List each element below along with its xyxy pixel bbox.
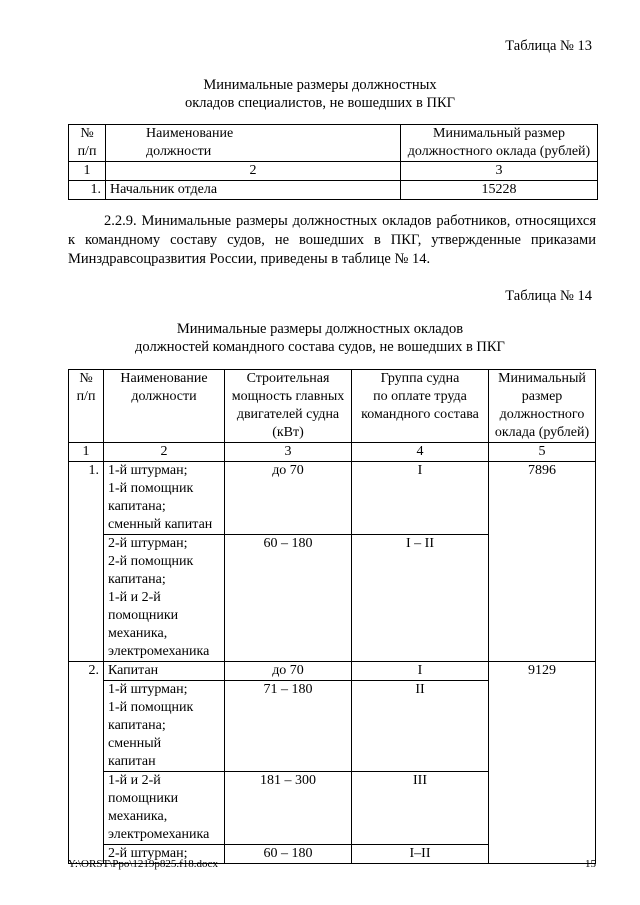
footer-page-number: 15 <box>585 858 596 870</box>
table14-colnum-1: 1 <box>69 443 104 462</box>
table14-caption-line2: должностей командного состава судов, не вошедших в ПКГ <box>135 339 505 355</box>
table13-row1-salary: 15228 <box>401 181 598 200</box>
paragraph-text: Минимальные размеры должностных окладов работников, относящихся к командному составу судов, не вошедших в ПКГ, утвержденные приказами Минздравсоцразвития России, приведены в таблице № 14. <box>68 213 597 267</box>
table14-header-salary: Минимальный размер должностного оклада (рублей) <box>489 370 596 443</box>
table14-row3-num: 2. <box>69 662 104 864</box>
table14-row2-name: 2-й штурман; 2-й помощник капитана; 1-й и 2-й помощники механика, электромеханика <box>104 535 225 662</box>
table14-header-group: Группа судна по оплате труда командного состава <box>352 370 489 443</box>
table14 <box>68 369 596 864</box>
table14-row2-group: I – II <box>352 535 489 662</box>
table13 <box>68 124 598 200</box>
table14-row1-group: I <box>352 462 489 535</box>
table14-row1-power: до 70 <box>225 462 352 535</box>
table13-label: Таблица № 13 <box>505 38 592 54</box>
table14-row5-name: 1-й и 2-й помощники механика, электромеханика <box>104 772 225 845</box>
table13-header-row <box>69 125 598 162</box>
table14-header-row <box>69 370 596 443</box>
table14-header-name: Наименование должности <box>104 370 225 443</box>
table13-caption-line2: окладов специалистов, не вошедших в ПКГ <box>184 95 456 111</box>
paragraph-number: 2.2.9. <box>104 213 137 229</box>
table-row <box>69 181 598 200</box>
table13-colnum-row <box>69 162 598 181</box>
table14-row3-salary: 9129 <box>489 662 596 864</box>
table14-colnum-5: 5 <box>489 443 596 462</box>
table13-row1-name: Начальник отдела <box>106 181 401 200</box>
table14-row5-power: 181 – 300 <box>225 772 352 845</box>
table14-row5-group: III <box>352 772 489 845</box>
paragraph-2-2-9 <box>68 212 596 269</box>
table14-row3-group: I <box>352 662 489 681</box>
table14-colnum-3: 3 <box>225 443 352 462</box>
table14-label: Таблица № 14 <box>505 288 592 304</box>
table13-row1-num: 1. <box>69 181 106 200</box>
table14-row1-salary: 7896 <box>489 462 596 662</box>
table13-colnum-2: 2 <box>106 162 401 181</box>
table13-colnum-3: 3 <box>401 162 598 181</box>
table13-colnum-1: 1 <box>69 162 106 181</box>
table14-row4-power: 71 – 180 <box>225 681 352 772</box>
table14-row6-name: 2-й штурман; <box>104 845 225 864</box>
table14-row6-group: I–II <box>352 845 489 864</box>
table14-colnum-row <box>69 443 596 462</box>
table14-row3-name: Капитан <box>104 662 225 681</box>
table14-row2-power: 60 – 180 <box>225 535 352 662</box>
table14-caption-line1: Минимальные размеры должностных окладов <box>176 321 464 337</box>
table14-colnum-4: 4 <box>352 443 489 462</box>
table13-caption-line1: Минимальные размеры должностных <box>203 77 437 93</box>
table14-caption <box>0 320 640 356</box>
footer-file-path: Y:\ORST\Ppo\1219p825.f18.docx <box>68 858 218 870</box>
table13-header-num: № п/п <box>69 125 106 162</box>
table14-row6-power: 60 – 180 <box>225 845 352 864</box>
table13-header-salary: Минимальный размер должностного оклада (рублей) <box>401 125 598 162</box>
table14-row4-name: 1-й штурман; 1-й помощник капитана; сменный капитан <box>104 681 225 772</box>
table14-header-power: Строительная мощность главных двигателей судна (кВт) <box>225 370 352 443</box>
table13-header-name: Наименование должности <box>106 125 401 162</box>
table14-header-num: № п/п <box>69 370 104 443</box>
table14-row4-group: II <box>352 681 489 772</box>
table-row <box>69 662 596 681</box>
table13-caption <box>0 76 640 112</box>
table-row <box>69 462 596 535</box>
table14-row1-name: 1-й штурман; 1-й помощник капитана; сменный капитан <box>104 462 225 535</box>
table14-row3-power: до 70 <box>225 662 352 681</box>
table14-colnum-2: 2 <box>104 443 225 462</box>
table14-row1-num: 1. <box>69 462 104 662</box>
